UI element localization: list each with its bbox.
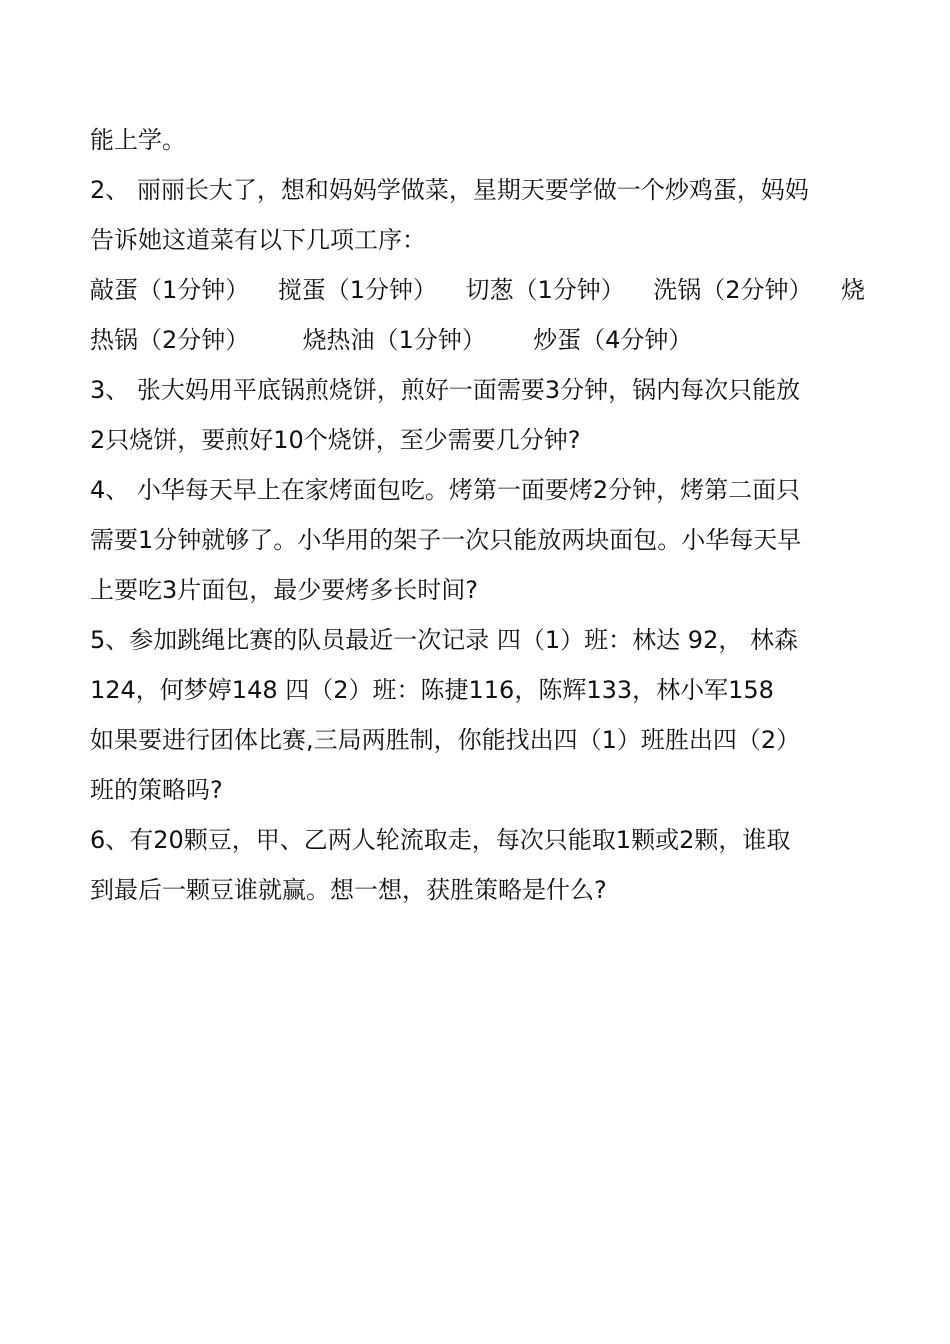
- question-4-line-2: 需要1分钟就够了。小华用的架子一次只能放两块面包。小华每天早: [90, 526, 802, 554]
- document-body: [90, 115, 865, 915]
- question-5-line-1: 5、参加跳绳比赛的队员最近一次记录 四（1）班：林达 92， 林森: [90, 626, 798, 654]
- question-2-steps-line-1: [90, 265, 865, 315]
- question-3-line-2: 2只烧饼，要煎好10个烧饼，至少需要几分钟?: [90, 426, 581, 454]
- question-6-line-2: 到最后一颗豆谁就赢。想一想，获胜策略是什么?: [90, 876, 607, 904]
- question-2-line-1: 2、 丽丽长大了，想和妈妈学做菜，星期天要学做一个炒鸡蛋，妈妈: [90, 176, 809, 204]
- question-5-line-2: 124，何梦婷148 四（2）班：陈捷116，陈辉133，林小军158: [90, 676, 774, 704]
- question-2-line-2: 告诉她这道菜有以下几项工序：: [90, 226, 426, 254]
- question-5-line-3: 如果要进行团体比赛,三局两胜制，你能找出四（1）班胜出四（2）: [90, 726, 801, 754]
- step-heat-pan-part-1: 烧: [841, 276, 865, 304]
- step-heat-oil: 烧热油（1分钟）: [302, 326, 486, 354]
- question-4-line-3: 上要吃3片面包，最少要烤多长时间?: [90, 576, 479, 604]
- step-wash-pan: 洗锅（2分钟）: [653, 276, 813, 304]
- question-3-line-1: 3、 张大妈用平底锅煎烧饼，煎好一面需要3分钟，锅内每次只能放: [90, 376, 801, 404]
- step-beat-egg: 搅蛋（1分钟）: [277, 276, 438, 304]
- question-4-line-1: 4、 小华每天早上在家烤面包吃。烤第一面要烤2分钟，烤第二面只: [90, 476, 801, 504]
- question-2-steps-line-2: [90, 315, 865, 365]
- step-crack-egg: 敲蛋（1分钟）: [90, 276, 250, 304]
- question-6-line-1: 6、有20颗豆，甲、乙两人轮流取走，每次只能取1颗或2颗，谁取: [90, 826, 791, 854]
- text-line-1: 能上学。: [90, 126, 186, 154]
- question-5-line-4: 班的策略吗?: [90, 776, 223, 804]
- step-cut-scallion: 切葱（1分钟）: [465, 276, 625, 304]
- step-heat-pan-part-2: 热锅（2分钟）: [90, 326, 250, 354]
- step-fry-egg: 炒蛋（4分钟）: [533, 326, 693, 354]
